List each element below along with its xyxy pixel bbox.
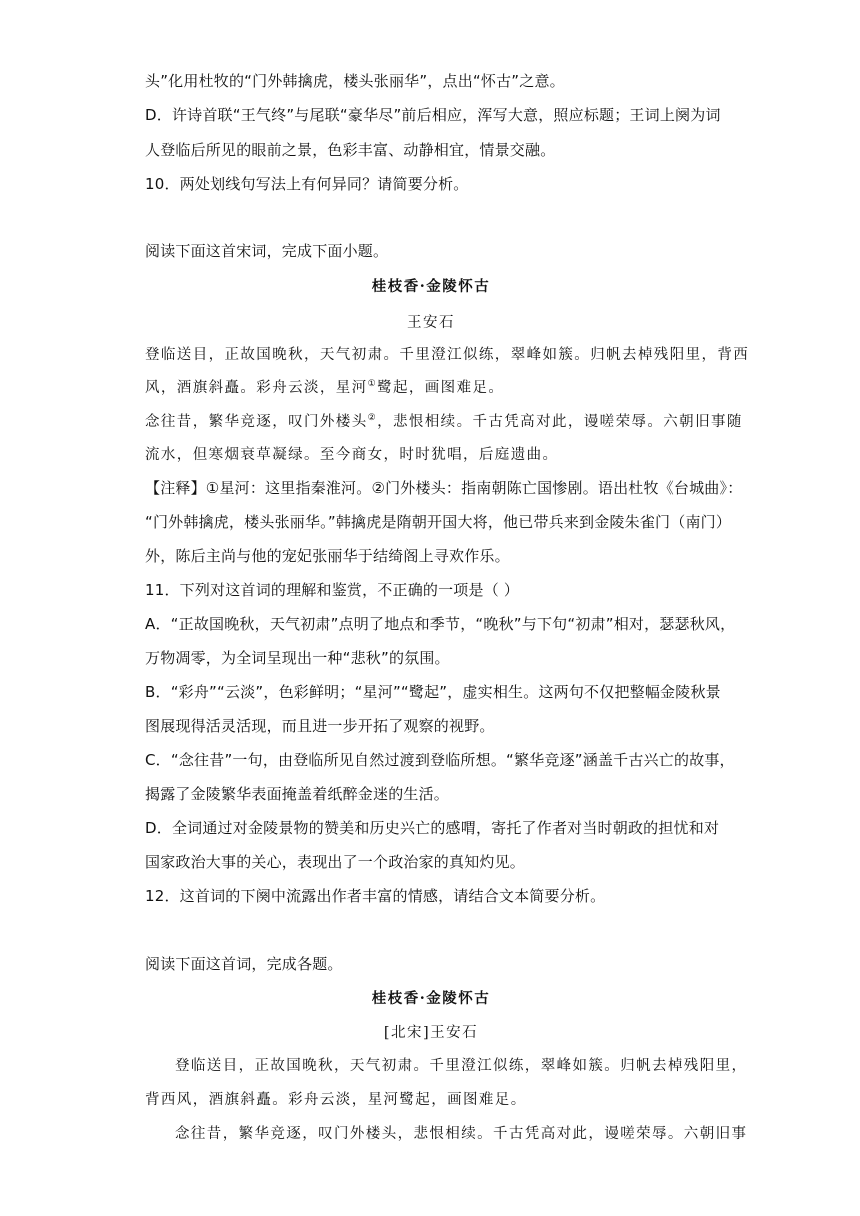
option-d: D．全词通过对金陵景物的赞美和历史兴亡的感喟，寄托了作者对当时朝政的担忧和对 — [145, 819, 720, 837]
option-c: C．“念往昔”一句，由登临所见自然过渡到登临所想。“繁华竞逐”涵盖千古兴亡的故事， — [145, 751, 735, 769]
reading-intro: 阅读下面这首词，完成各题。 — [145, 955, 343, 973]
question-10: 10．两处划线句写法上有何异同？请简要分析。 — [145, 175, 469, 193]
footnote-marker: ① — [367, 379, 378, 390]
annotation: “门外韩擒虎，楼头张丽华。”韩擒虎是隋朝开国大将，他已带兵来到金陵朱雀门（南门） — [145, 513, 732, 531]
option-b: 图展现得活灵活现，而且进一步开拓了观察的视野。 — [145, 717, 495, 735]
poem-line: 背西风，酒旗斜矗。彩舟云淡，星河鹭起，画图难足。 — [145, 1092, 527, 1108]
option-d-line: D．许诗首联“王气终”与尾联“豪华尽”前后相应，浑写大意，照应标题；王词上阕为词 — [145, 106, 721, 124]
option-a: 万物凋零，为全词呈现出一种“悲秋”的氛围。 — [145, 649, 450, 667]
option-a: A．“正故国晚秋，天气初肃”点明了地点和季节，“晚秋”与下句“初肃”相对，瑟瑟秋风， — [145, 615, 736, 633]
option-b: B．“彩舟”“云淡”，色彩鲜明；“星河”“鹭起”，虚实相生。这两句不仅把整幅金陵秋景 — [145, 683, 721, 701]
poem-line: 念往昔，繁华竞逐，叹门外楼头，悲恨相续。千古凭高对此，谩嗟荣辱。六朝旧事 — [175, 1126, 748, 1142]
footnote-marker: ② — [367, 413, 378, 424]
poem-line: 流水，但寒烟衰草凝绿。至今商女，时时犹唱，后庭遗曲。 — [145, 447, 559, 463]
question-11: 11．下列对这首词的理解和鉴赏，不正确的一项是（ ） — [145, 581, 520, 599]
poem-line: 登临送目，正故国晚秋，天气初肃。千里澄江似练，翠峰如簇。归帆去棹残阳里， — [175, 1058, 748, 1074]
text-line: 人登临后所见的眼前之景，色彩丰富、动静相宜，情景交融。 — [145, 141, 556, 159]
poem-author: [北宋]王安石 — [383, 1025, 479, 1041]
poem-line: 念往昔，繁华竞逐，叹门外楼头②，悲恨相续。千古凭高对此，谩嗟荣辱。六朝旧事随 — [145, 413, 743, 430]
annotation: 外，陈后主尚与他的宠妃张丽华于结绮阁上寻欢作乐。 — [145, 547, 510, 565]
text-line: 头”化用杜牧的“门外韩擒虎，楼头张丽华”，点出“怀古”之意。 — [145, 72, 565, 90]
poem-author: 王安石 — [407, 315, 455, 331]
poem-line: 登临送目，正故国晚秋，天气初肃。千里澄江似练，翠峰如簇。归帆去棹残阳里，背西 — [145, 347, 750, 363]
reading-intro: 阅读下面这首宋词，完成下面小题。 — [145, 242, 389, 260]
poem-title: 桂枝香·金陵怀古 — [371, 278, 491, 295]
poem-line: 风，酒旗斜矗。彩舟云淡，星河①鹭起，画图难足。 — [145, 379, 505, 396]
poem-title: 桂枝香·金陵怀古 — [371, 990, 491, 1007]
question-12: 12．这首词的下阕中流露出作者丰富的情感，请结合文本简要分析。 — [145, 887, 606, 905]
annotation: 【注释】①星河：这里指秦淮河。②门外楼头：指南朝陈亡国惨剧。语出杜牧《台城曲》： — [145, 479, 743, 497]
option-c: 揭露了金陵繁华表面掩盖着纸醉金迷的生活。 — [145, 785, 450, 803]
option-d: 国家政治大事的关心，表现出了一个政治家的真知灼见。 — [145, 853, 526, 871]
